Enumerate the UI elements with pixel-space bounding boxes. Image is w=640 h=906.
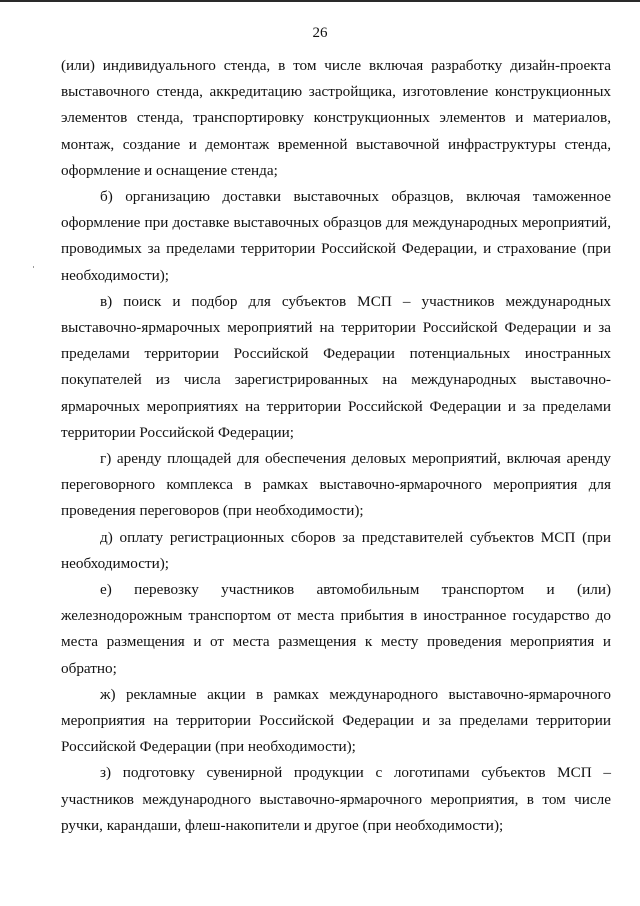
- paragraph-item-v: в) поиск и подбор для субъектов МСП – участников международных выставочно-ярмарочных мероприятий на территории Российской Федерации и за пределами территории Российской Федерации потенциальных иностранных покупателей из числа зарегистрированных на международных выставочно-ярмарочных мероприятиях на территории Российской Федерации и за пределами территории Российской Федерации;: [61, 292, 611, 441]
- paragraph-continuation: (или) индивидуального стенда, в том числе включая разработку дизайн-проекта выставочного стенда, аккредитацию застройщика, изготовление конструкционных элементов стенда, транспортировку конструкционных элементов и материалов, монтаж, создание и демонтаж временной выставочной инфраструктуры стенда, оформление и оснащение стенда;: [61, 57, 611, 179]
- paragraph-item-e: е) перевозку участников автомобильным транспортом и (или) железнодорожным транспортом от места прибытия в иностранное государство до места размещения и от места размещения к месту проведения мероприятия и обратно;: [61, 581, 611, 677]
- page-number: 26: [312, 25, 328, 41]
- margin-mark: [33, 266, 34, 268]
- paragraph-item-zh: ж) рекламные акции в рамках международного выставочно-ярмарочного мероприятия на территории Российской Федерации и за пределами территории Российской Федерации (при необходимости);: [61, 685, 611, 756]
- paragraph-item-g: г) аренду площадей для обеспечения деловых мероприятий, включая аренду переговорного комплекса в рамках выставочно-ярмарочного мероприятия для проведения переговоров (при необходимости);: [61, 450, 611, 520]
- page-top-edge: [0, 0, 640, 2]
- paragraph-item-b: б) организацию доставки выставочных образцов, включая таможенное оформление при доставке выставочных образцов для международных мероприятий, проводимых за пределами территории Российской Федерации, и страхование (при необходимости);: [61, 188, 611, 284]
- paragraph-item-z: з) подготовку сувенирной продукции с логотипами субъектов МСП – участников международного выставочно-ярмарочного мероприятия, в том числе ручки, карандаши, флеш-накопители и другое (при необходимости);: [61, 764, 611, 834]
- paragraph-item-d: д) оплату регистрационных сборов за представителей субъектов МСП (при необходимости);: [61, 528, 611, 572]
- document-body: [61, 53, 611, 839]
